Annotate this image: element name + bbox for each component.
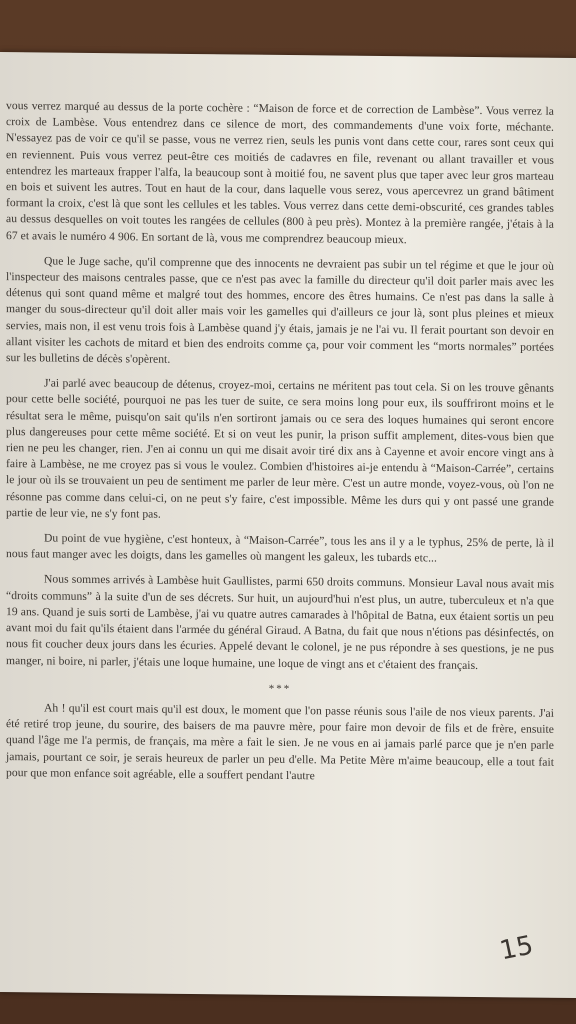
paragraph-6: Ah ! qu'il est court mais qu'il est doux, le moment que l'on passe réunis sous l'aile de nos vieux parents. J'ai été retiré trop jeune, du sourire, des baisers de ma pauvre mère, pour faire mon devoir de fils et de frère, ensuite quand l'âge me l'a permis, de français, ma mère a fait le sien. Je ne vous en ai jamais parlé parce que je n'en parle jamais, pourtant ce soir, je serais heureux de parler un peu d'elle. Ma Petite Mère m'aime beaucoup, elle a tout fait pour que mon enfance soit agréable, elle a souffert pendant l'autre: [6, 701, 554, 783]
paragraph-2: Que le Juge sache, qu'il comprenne que des innocents ne devraient pas subir un tel régime et que le jour où l'inspecteur des maisons centrales passe, que ce n'est pas avec la famille du directeur qu'il doit parler mais avec les détenus qui sont quand même et malgré tout des hommes, encore des êtres humains. Ce n'est pas dans la salle à manger du sous-directeur qu'il doit aller mais voir les gamelles qui d'ailleurs ce jour là, sont plus pleines et mieux servies, mais non, il est venu trois fois à Lambèse quand j'y étais, jamais je ne l'ai vu. Il ferait pourtant son devoir en allant visiter les cachots de mitard et bien des endroits comme ça, pour voir comment les “morts normales” portées sur les bulletins de décès s'opèrent.: [6, 254, 554, 366]
paragraph-1: vous verrez marqué au dessus de la porte cochère : “Maison de force et de correction de Lambèse”. Vous verrez la croix de Lambèse. Vous entendrez dans ce silence de mort, des commandements d'une voix forte, méchante. N'essayez pas de voir ce qu'il se passe, vous ne verrez rien, seuls les punis vont dans cette cour, rares sont ceux qui en reviennent. Puis vous verrez peut-être ces moitiés de cadavres en file, revenant ou allant travailler et vous entendrez les marteaux frapper l'alfa, la beaucoup sont à moitié fou, ne savent plus que taper avec leur gros marteau en bois et suivent les autres. Tout en haut de la cour, dans laquelle vous serez, vous apercevrez un grand bâtiment formant la croix, c'est là que sont les cellules et les tables. Vous verrez dans cette demi-obscurité, ces grandes tables au dessus desquelles on voit toutes les rangées de cellules (800 à peu près). Montez à la première rangée, j'étais à la 67 et avais le numéro 4 906. En sortant de là, vous me comprendrez beaucoup mieux.: [6, 99, 554, 246]
document-body: [6, 98, 554, 796]
paragraph-5: Nous sommes arrivés à Lambèse huit Gaullistes, parmi 650 droits communs. Monsieur Laval nous avait mis “droits communs” à la suite d'un de ses décrets. Sur huit, un aujourd'hui n'est plus, un autre, tuberculeux et n'a que 19 ans. Quand je suis sorti de Lambèse, j'ai vu quatre autres camarades à l'hôpital de Batna, eux étaient sortis un peu avant moi du fait qu'ils étaient dans l'armée du général Giraud. A Batna, du fait que nous n'étions pas désinfectés, on nous fit coucher deux jours dans les écuries. Appelé devant le colonel, je ne pus répondre à ses questions, je ne pus manger, ni boire, ni parler, j'étais une loque humaine, une loque de vingt ans et c'étaient des français.: [6, 572, 554, 672]
paper-page: [0, 52, 576, 998]
section-separator: ***: [268, 682, 292, 695]
handwritten-page-number: 15: [497, 930, 536, 967]
paragraph-4: Du point de vue hygiène, c'est honteux, à “Maison-Carrée”, tous les ans il y a le typhus, 25% de perte, là il nous faut manger avec les doigts, dans les gamelles où mangent les galeux, les tubards etc...: [6, 531, 554, 565]
paragraph-3: J'ai parlé avec beaucoup de détenus, croyez-moi, certains ne méritent pas tout cela. Si on les trouve gênants pour cette belle société, pourquoi ne pas les tuer de suite, ce sera moins long pour eux, ils souffriront moins et le résultat sera le même, puisqu'on sait qu'ils n'en sortiront jamais ou ce sera des loques humaines qui seront encore plus dangereuses pour cette même société. Et si on veut les punir, la prison suffit amplement, dites-vous bien que rien ne peu les changer, rien. J'en ai connu un qui me disait avoir tiré dix ans à Cayenne et avoir encore vingt ans à faire à Lambèse, ne me croyez pas si vous le voulez. Combien d'histoires ai-je entendu à “Maison-Carrée”, certains le jour où ils se trouvaient un peu de sentiment me parler de leur mère. C'est un autre monde, voyez-vous, où l'on ne résonne pas comme dans celui-ci, on ne peut s'y faire, c'est impossible. Même les durs qui y ont passé une grande partie de leur vie, ne s'y font pas.: [6, 376, 554, 521]
